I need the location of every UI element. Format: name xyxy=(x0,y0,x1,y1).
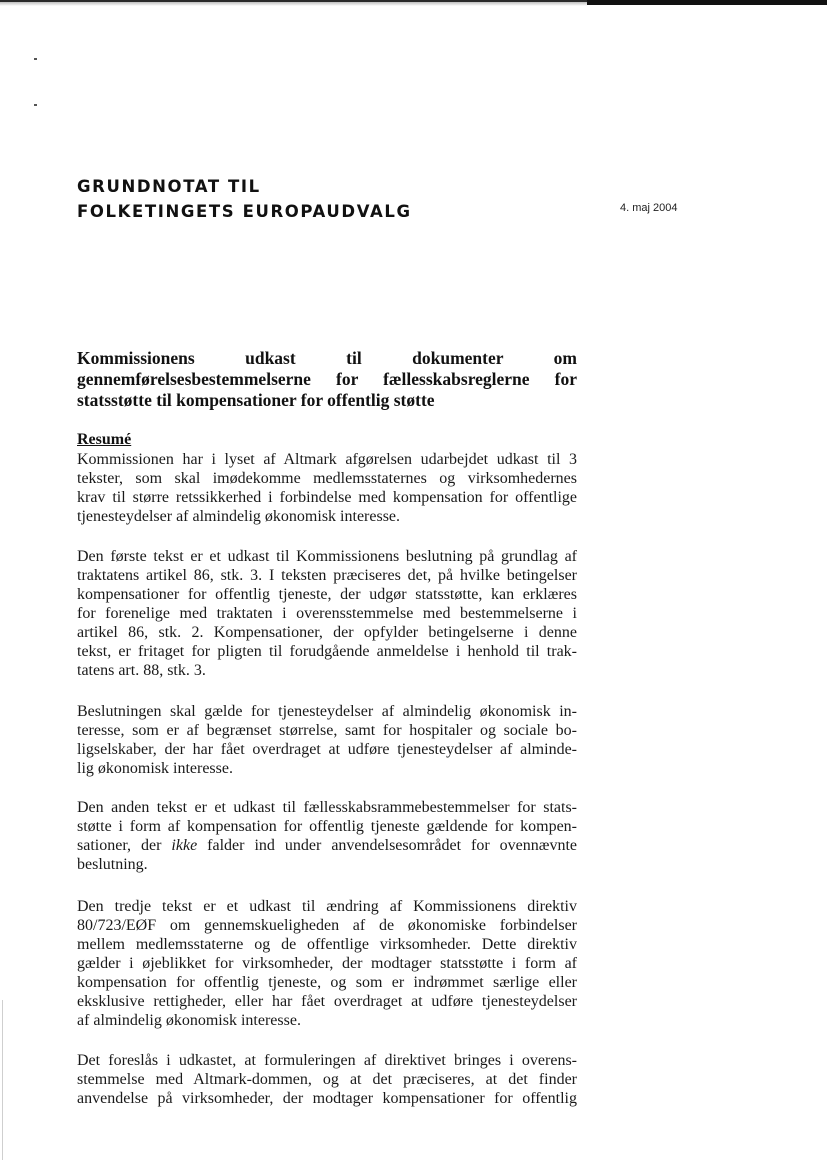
text-line: Det foreslås i udkastet, at formuleringen af direktivet bringes i overens- xyxy=(77,1052,577,1069)
text-line: stemmelse med Altmark-dommen, og at det præciseres, at det finder xyxy=(77,1071,577,1088)
text-line xyxy=(77,836,577,855)
text-line: anvendelse på virksomheder, der modtager kompensationer for offentlig xyxy=(77,1090,577,1107)
text-line: kompensationer for offentlig tjeneste, der udgør statsstøtte, kan erklæres xyxy=(77,586,577,603)
text-line: tjenesteydelser af almindelig økonomisk interesse. xyxy=(77,508,401,525)
text-fragment: falder ind under anvendelsesområdet for ovennævnte xyxy=(197,837,577,854)
text-fragment: sationer, der xyxy=(77,837,172,854)
memo-heading xyxy=(77,174,412,224)
italic-word: ikke xyxy=(171,837,198,854)
resume-heading: Resumé xyxy=(77,431,132,448)
text-line: støtte i form af kompensation for offentlig tjeneste gældende for kompen- xyxy=(77,818,577,835)
paragraph-3 xyxy=(77,702,577,778)
text-line: Kommissionen har i lyset af Altmark afgørelsen udarbejdet udkast til 3 xyxy=(77,451,577,468)
paragraph-6 xyxy=(77,1051,577,1108)
text-line: af almindelig økonomisk interesse. xyxy=(77,1012,301,1029)
text-line: tekst, er fritaget for pligten til forudgående anmeldelse i henhold til trak- xyxy=(77,643,577,660)
text-line: Den første tekst er et udkast til Kommissionens beslutning på grundlag af xyxy=(77,548,577,565)
text-line: gælder i øjeblikket for virksomheder, der modtager statsstøtte i form af xyxy=(77,955,577,972)
heading-line-1: GRUNDNOTAT TIL xyxy=(77,177,261,196)
scan-edge xyxy=(2,1000,3,1160)
text-line: artikel 86, stk. 2. Kompensationer, der opfylder betingelserne i denne xyxy=(77,624,577,641)
text-line: beslutning. xyxy=(77,856,148,873)
text-line: tekster, som skal imødekomme medlemsstaternes og virksomhedernes xyxy=(77,470,577,487)
scan-speck xyxy=(34,104,37,106)
text-line: krav til større retssikkerhed i forbindelse med kompensation for offentlige xyxy=(77,489,577,506)
document-title: Kommissionens udkast til dokumenter om gennemførelsesbestemmelserne for fællesskabsreglerne for statsstøtte til kompensationer for offentlig støtte xyxy=(77,348,577,410)
text-line: mellem medlemsstaterne og de offentlige virksomheder. Dette direktiv xyxy=(77,936,577,953)
text-line: Den tredje tekst er et udkast til ændring af Kommissionens direktiv xyxy=(77,898,577,915)
text-line: lig økonomisk interesse. xyxy=(77,760,233,777)
scan-speck xyxy=(34,58,37,60)
text-line: 80/723/EØF om gennemskueligheden af de økonomiske forbindelser xyxy=(77,917,577,934)
scan-top-border xyxy=(0,0,827,6)
text-line: kompensation for offentlig tjeneste, og som er indrømmet særlige eller xyxy=(77,974,577,991)
text-line: tatens art. 88, stk. 3. xyxy=(77,662,206,679)
heading-line-2: FOLKETINGETS EUROPAUDVALG xyxy=(77,202,412,221)
text-line: teresse, som er af begrænset størrelse, samt for hospitaler og sociale bo- xyxy=(77,722,577,739)
paragraph-4 xyxy=(77,798,577,874)
paragraph-5 xyxy=(77,897,577,1030)
text-line: traktatens artikel 86, stk. 3. I teksten præciseres det, på hvilke betingelser xyxy=(77,567,577,584)
paragraph-1 xyxy=(77,450,577,526)
text-line: Beslutningen skal gælde for tjenesteydelser af almindelig økonomisk in- xyxy=(77,703,577,720)
text-line: ligselskaber, der har fået overdraget at udføre tjenesteydelser af alminde- xyxy=(77,741,577,758)
text-line: Den anden tekst er et udkast til fællesskabsrammebestemmelser for stats- xyxy=(77,799,577,816)
text-line: eksklusive rettigheder, eller har fået overdraget at udføre tjenesteydelser xyxy=(77,993,577,1010)
memo-date: 4. maj 2004 xyxy=(620,202,678,214)
paragraph-2 xyxy=(77,547,577,680)
text-line: for forenelige med traktaten i overensstemmelse med bestemmelserne i xyxy=(77,605,577,622)
